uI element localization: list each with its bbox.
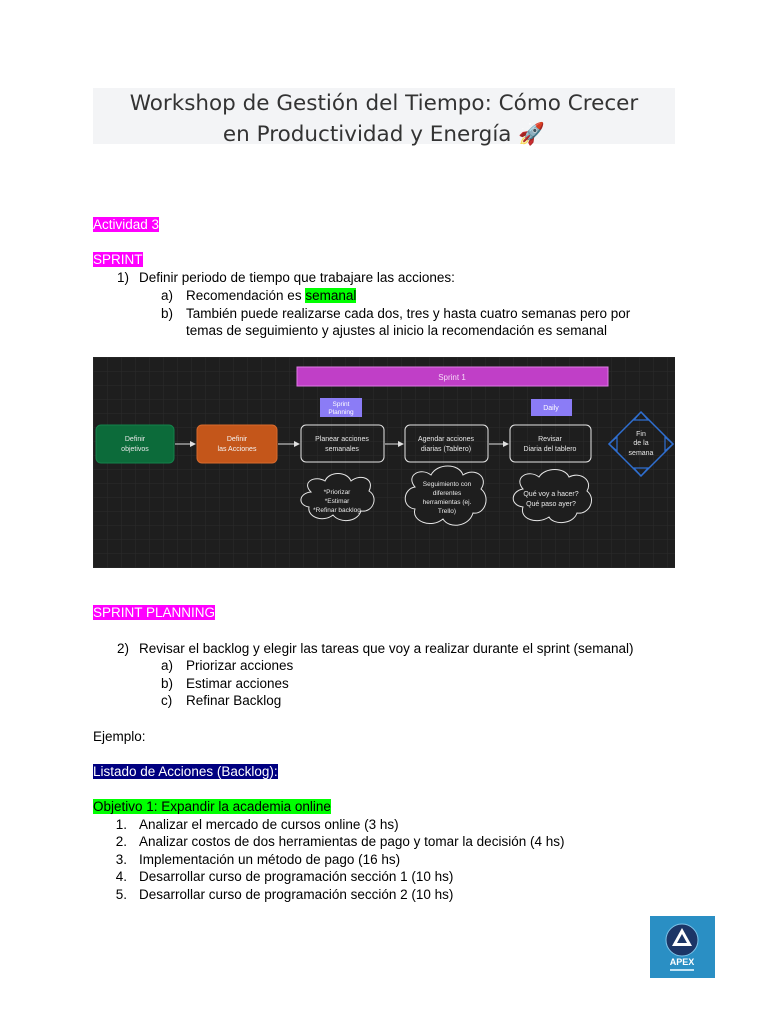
step1-b-marker: b) — [161, 306, 174, 321]
box-definir-objetivos-line2: objetivos — [121, 446, 149, 453]
step2-item: Refinar Backlog — [186, 693, 282, 708]
action-item: Desarrollar curso de programación sección 1 (10 hs) — [139, 869, 454, 884]
box-definir-acciones — [197, 425, 277, 463]
cloud3-line2: Qué paso ayer? — [526, 501, 576, 508]
action-number: 5. — [115, 887, 127, 902]
cloud1-line2: *Estimar — [324, 498, 350, 505]
box-definir-acciones-line1: Definir — [226, 436, 248, 443]
sprint-bar-label: Sprint 1 — [438, 373, 466, 382]
step2-text: Revisar el backlog y elegir las tareas que voy a realizar durante el sprint (semanal) — [139, 641, 634, 656]
box-definir-objetivos-line1: Definir — [124, 436, 146, 443]
sprint-heading: SPRINT — [93, 252, 143, 267]
step1-b-line1: También puede realizarse cada dos, tres y hasta cuatro semanas pero por — [186, 306, 631, 321]
example-label: Ejemplo: — [93, 729, 146, 744]
action-item: Implementación un método de pago (16 hs) — [139, 852, 401, 867]
activity-heading: Actividad 3 — [93, 217, 160, 232]
step2-item: Estimar acciones — [186, 676, 289, 691]
step1-b-line2: temas de seguimiento y ajustes al inicio la recomendación es semanal — [186, 323, 607, 338]
daily-tag-label: Daily — [543, 405, 559, 412]
objective-heading: Objetivo 1: Expandir la academia online — [93, 799, 331, 814]
logo-brand: APEX — [669, 957, 695, 967]
action-number: 1. — [115, 817, 127, 832]
action-number: 4. — [115, 869, 127, 884]
sprint-planning-tag-line1: Sprint — [332, 401, 350, 408]
fin-line1: Fin — [636, 431, 646, 438]
box-revisar-line2: Diaria del tablero — [523, 446, 577, 453]
cloud2-line4: Trello) — [437, 508, 457, 515]
step1-text: Definir periodo de tiempo que trabajare las acciones: — [139, 270, 455, 285]
step2-item-marker: b) — [161, 676, 174, 691]
step2-item-marker: a) — [161, 658, 174, 673]
step1-a-marker: a) — [161, 288, 174, 303]
action-item: Analizar el mercado de cursos online (3 hs) — [139, 817, 399, 832]
box-planear-line1: Planear acciones — [315, 436, 369, 443]
box-agendar-line1: Agendar acciones — [417, 436, 475, 443]
cloud1-line1: *Priorizar — [323, 489, 351, 496]
box-agendar-line2: diarias (Tablero) — [420, 446, 472, 453]
cloud2-line1: Seguimiento con — [422, 481, 472, 488]
cloud1-line3: *Refinar backlog — [313, 507, 361, 514]
document-title — [93, 88, 675, 147]
sprint-planning-tag-line2: Planning — [328, 409, 354, 416]
title-line-1: Workshop de Gestión del Tiempo: Cómo Crecer — [129, 91, 639, 116]
step1-a-text: Recomendación es semanal — [186, 288, 357, 303]
step2-item: Priorizar acciones — [186, 658, 294, 673]
title-line-2: en Productividad y Energía 🚀 — [222, 122, 546, 147]
sprint-diagram — [93, 357, 675, 568]
step1-number: 1) — [116, 270, 129, 285]
step2-number: 2) — [116, 641, 129, 656]
cloud2-line2: diferentes — [432, 490, 462, 497]
step2-item-marker: c) — [161, 693, 173, 708]
cloud2-line3: herramientas (ej. — [422, 499, 472, 506]
semanal-highlight: semanal — [305, 288, 357, 303]
sprint-planning-heading: SPRINT PLANNING — [93, 605, 216, 620]
apex-logo — [650, 916, 715, 978]
action-item: Desarrollar curso de programación sección 2 (10 hs) — [139, 887, 454, 902]
fin-line2: de la — [633, 440, 649, 447]
box-revisar-line1: Revisar — [538, 436, 562, 443]
fin-line3: semana — [628, 450, 654, 457]
box-definir-objetivos — [96, 425, 174, 463]
box-definir-acciones-line2: las Acciones — [217, 446, 257, 453]
box-planear-line2: semanales — [325, 446, 359, 453]
backlog-heading: Listado de Acciones (Backlog): — [93, 764, 278, 779]
action-item: Analizar costos de dos herramientas de pago y tomar la decisión (4 hs) — [139, 834, 565, 849]
cloud3-line1: Qué voy a hacer? — [523, 491, 579, 498]
action-number: 3. — [115, 852, 127, 867]
action-number: 2. — [115, 834, 127, 849]
